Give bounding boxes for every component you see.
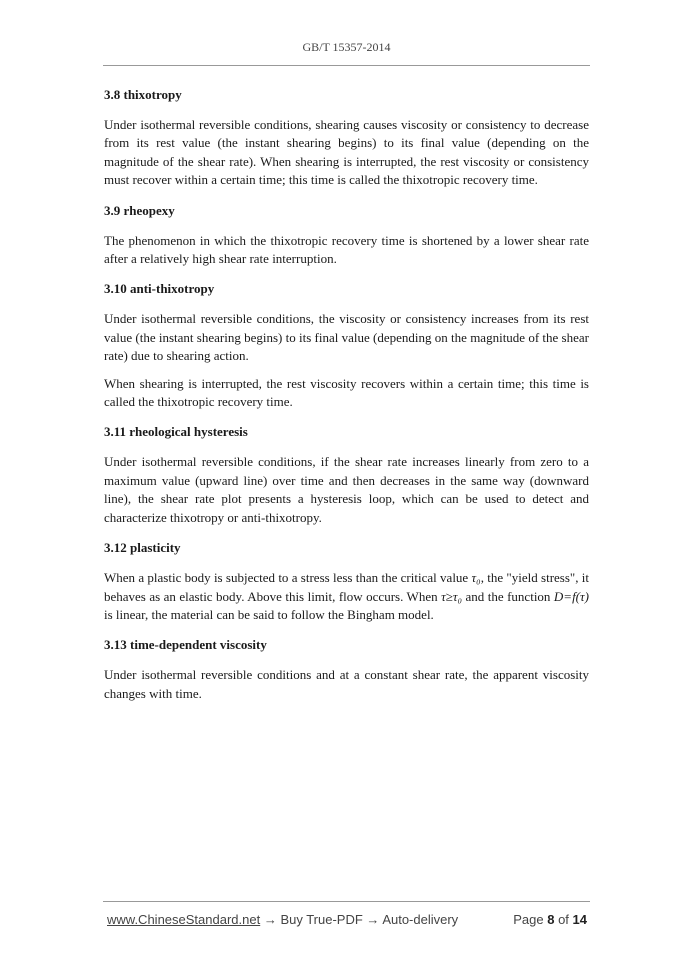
total-pages: 14 [572, 912, 587, 927]
math-tau0: τ₀ [471, 570, 481, 586]
document-body [104, 86, 589, 715]
page-footer [107, 912, 587, 932]
paragraph: Under isothermal reversible conditions and at a constant shear rate, the apparent viscosity changes with time. [104, 667, 589, 701]
current-page: 8 [547, 912, 555, 927]
text-run: is linear, the material can be said to follow the Bingham model. [104, 606, 434, 622]
math-function: D=f(τ) [553, 588, 589, 604]
text-run: When a plastic body is subjected to a stress less than the critical value [104, 570, 472, 586]
section-3-9 [104, 202, 589, 269]
site-link[interactable]: www.ChineseStandard.net [107, 912, 261, 927]
paragraph: Under isothermal reversible conditions, if the shear rate increases linearly from zero to a maximum value (upward line) over time and then decreases in the same way (downward line), the shear rate plot presents a hysteresis loop, which can be used to detect and characterize thixotropy or anti-thixotropy. [104, 454, 589, 525]
arrow-icon: → [260, 912, 281, 927]
text-run: , the "yield stress", it behaves as an elastic body. Above this limit, flow occurs. When [104, 570, 589, 604]
section-3-12 [104, 539, 589, 624]
section-3-8 [104, 86, 589, 190]
page-number [513, 912, 587, 927]
section-heading: 3.11 rheological hysteresis [104, 424, 248, 440]
section-heading: 3.13 time-dependent viscosity [104, 637, 267, 653]
paragraph [104, 569, 589, 624]
section-3-10 [104, 280, 589, 411]
page-word: Page [513, 912, 544, 927]
section-heading: 3.8 thixotropy [104, 87, 182, 102]
delivery-label: Auto-delivery [382, 912, 459, 927]
paragraph: Under isothermal reversible conditions, shearing causes viscosity or consistency to decrease from its rest value (the instant shearing begins) to its final value (depending on the magnitude of the shear rate). When shearing is interrupted, the rest viscosity or consistency must recover within a certain time; this time is called the thixotropic recovery time. [104, 117, 589, 188]
header-divider [103, 65, 590, 66]
section-heading: 3.10 anti-thixotropy [104, 281, 215, 297]
section-heading: 3.12 plasticity [104, 540, 181, 556]
paragraph: When shearing is interrupted, the rest viscosity recovers within a certain time; this time is called the thixotropic recovery time. [104, 375, 589, 410]
section-3-13 [104, 636, 589, 703]
footer-promo [107, 912, 458, 927]
paragraph: The phenomenon in which the thixotropic recovery time is shortened by a lower shear rate after a relatively high shear rate interruption. [104, 232, 589, 267]
buy-label: Buy True-PDF [280, 912, 363, 927]
footer-divider [103, 901, 590, 902]
page-header: GB/T 15357-2014 [302, 40, 391, 54]
of-word: of [558, 912, 569, 927]
text-run: and the function [462, 588, 554, 604]
paragraph: Under isothermal reversible conditions, the viscosity or consistency increases from its rest value (the instant shearing begins) to its final value (depending on the magnitude of the shear rate) due to shearing action. [104, 311, 589, 364]
math-condition: τ≥τ₀ [441, 588, 463, 604]
section-heading: 3.9 rheopexy [104, 202, 175, 218]
section-3-11 [104, 423, 589, 527]
arrow-icon: → [362, 912, 383, 927]
